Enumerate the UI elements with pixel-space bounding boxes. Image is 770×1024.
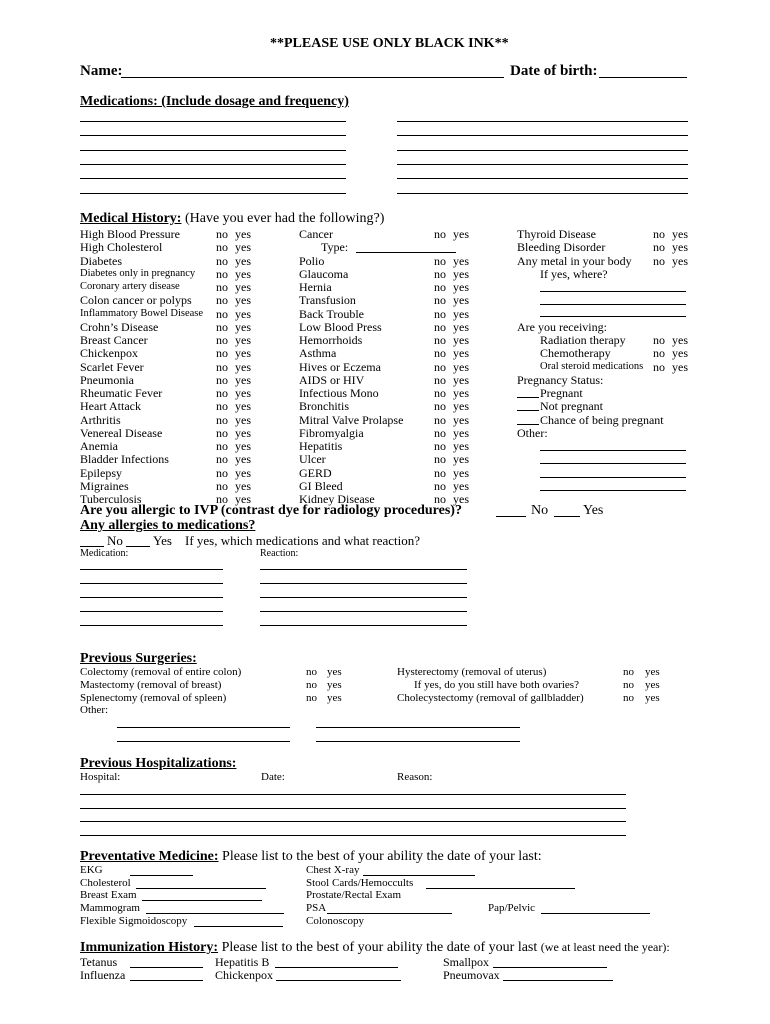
immunization-title [80, 940, 670, 956]
condition-label: Kidney Disease [299, 492, 375, 506]
receiving-item-label: Radiation therapy [540, 333, 626, 347]
no-option: no [216, 240, 228, 255]
preventative-date-field[interactable] [136, 888, 266, 889]
condition-label: Any metal in your body [517, 253, 632, 268]
surgery-other-line-2[interactable] [316, 727, 520, 728]
surgery-label: Splenectomy (removal of spleen) [80, 691, 227, 704]
yes-option: yes [235, 240, 251, 255]
yes-option: yes [235, 319, 251, 334]
condition-label: Crohn’s Disease [80, 319, 159, 334]
yes-option: yes [453, 333, 469, 347]
no-option: no [216, 372, 228, 387]
hospital-reason-label: Reason: [397, 771, 433, 783]
allergy-reaction-line[interactable] [260, 611, 467, 612]
yes-option: yes [235, 439, 251, 453]
ivp-yes-label: Yes [583, 503, 604, 518]
medical-history-title [80, 211, 384, 227]
no-option: no [216, 319, 228, 334]
no-option: no [216, 492, 228, 506]
no-option: no [653, 333, 665, 347]
surgery-label: Cholecystectomy (removal of gallbladder) [397, 691, 584, 704]
yes-option: yes [672, 333, 688, 347]
preventative-date-field[interactable] [130, 875, 193, 876]
medication-line-left[interactable] [80, 135, 346, 136]
condition-label: Chickenpox [80, 346, 138, 361]
no-option: no [216, 346, 228, 361]
ivp-yes-blank[interactable] [554, 516, 580, 517]
surgery-label: Colectomy (removal of entire colon) [80, 666, 242, 678]
immunization-note: (we at least need the year): [540, 940, 670, 954]
condition-label: Arthritis [80, 412, 121, 427]
no-option: no [434, 293, 446, 308]
yes-option: yes [645, 666, 660, 678]
no-option: no [216, 465, 228, 480]
yes-option: yes [453, 478, 469, 493]
if-yes-where-label: If yes, where? [540, 266, 608, 281]
no-option: no [434, 412, 446, 427]
pregnancy-option-label: Not pregnant [540, 399, 603, 414]
surgery-other-line-3[interactable] [117, 741, 290, 742]
allergy-medication-line[interactable] [80, 583, 223, 584]
no-option: no [216, 386, 228, 400]
no-option: no [216, 333, 228, 347]
immunization-heading: Immunization History: [80, 940, 219, 955]
surgery-label: Mastectomy (removal of breast) [80, 678, 222, 691]
preventative-item-label: Mammogram [80, 902, 140, 915]
preventative-item-label: Prostate/Rectal Exam [306, 889, 401, 902]
yes-option: yes [235, 372, 251, 387]
yes-option: yes [453, 399, 469, 414]
no-option: no [434, 319, 446, 334]
condition-label: Polio [299, 253, 325, 268]
medication-line-right[interactable] [397, 164, 688, 165]
condition-label: Hemorrhoids [299, 333, 363, 347]
ivp-no-blank[interactable] [496, 516, 526, 517]
preventative-item-label: EKG [80, 864, 103, 876]
allergy-reaction-line[interactable] [260, 569, 467, 570]
no-option: no [434, 386, 446, 400]
yes-option: yes [235, 465, 251, 480]
preventative-date-field[interactable] [541, 913, 650, 914]
condition-label: Ulcer [299, 452, 326, 467]
no-option: no [306, 691, 317, 704]
allergy-medication-line[interactable] [80, 597, 223, 598]
immunization-date-field[interactable] [275, 967, 398, 968]
condition-label: Inflammatory Bowel Disease [80, 307, 204, 319]
yes-option: yes [235, 399, 251, 414]
medication-line-right[interactable] [397, 135, 688, 136]
receiving-item-label: Oral steroid medications [540, 360, 644, 372]
hospital-label: Hospital: [80, 771, 121, 783]
condition-label: Colon cancer or polyps [80, 293, 192, 308]
immunization-label: Chickenpox [215, 968, 273, 982]
medication-line-left[interactable] [80, 150, 346, 151]
other-label: Other: [517, 425, 548, 440]
yes-option: yes [235, 346, 251, 361]
no-option: no [653, 253, 665, 268]
yes-option: yes [235, 492, 251, 506]
allergies-heading: Any allergies to medications? [80, 518, 256, 533]
immunization-label: Smallpox [443, 955, 490, 969]
cancer-type-label: Type: [321, 240, 349, 255]
condition-label: GI Bleed [299, 478, 343, 493]
no-option: no [653, 240, 665, 255]
preventative-item-label: Breast Exam [80, 889, 137, 902]
immunization-label: Influenza [80, 968, 126, 982]
no-option: no [653, 359, 665, 374]
yes-option: yes [672, 253, 688, 268]
metal-location-line[interactable] [540, 316, 686, 317]
no-option: no [434, 266, 446, 281]
surgery-label: Hysterectomy (removal of uterus) [397, 666, 547, 678]
pregnancy-option-label: Chance of being pregnant [540, 412, 664, 427]
condition-label: Back Trouble [299, 306, 365, 321]
condition-label: Tuberculosis [80, 492, 142, 506]
name-label: Name: [80, 63, 123, 79]
form-header: **PLEASE USE ONLY BLACK INK** [270, 36, 509, 51]
no-option: no [216, 425, 228, 440]
condition-label: Low Blood Press [299, 319, 382, 334]
pregnancy-option-label: Pregnant [540, 386, 583, 400]
pregnancy-blank[interactable] [517, 397, 539, 398]
yes-option: yes [453, 452, 469, 467]
condition-label: High Cholesterol [80, 240, 163, 255]
medication-line-left[interactable] [80, 193, 346, 194]
yes-option: yes [453, 227, 469, 241]
allergy-reaction-line[interactable] [260, 625, 467, 626]
medication-line-right[interactable] [397, 193, 688, 194]
surgery-other-line-1[interactable] [117, 727, 290, 728]
receiving-label: Are you receiving: [517, 319, 607, 334]
yes-option: yes [235, 266, 251, 281]
yes-option: yes [235, 452, 251, 467]
yes-option: yes [235, 478, 251, 493]
hospitalization-line[interactable] [80, 821, 626, 822]
medical-history-heading: Medical History: [80, 211, 182, 226]
ivp-no-label: No [531, 503, 549, 518]
no-option: no [434, 452, 446, 467]
other-line[interactable] [540, 477, 686, 478]
allergies-yes-blank[interactable] [126, 546, 150, 547]
yes-option: yes [672, 227, 688, 241]
immunization-label: Tetanus [80, 955, 118, 969]
yes-option: yes [327, 678, 342, 691]
hospitalizations-heading: Previous Hospitalizations: [80, 756, 237, 771]
condition-label: Bladder Infections [80, 452, 169, 467]
no-option: no [306, 678, 317, 691]
no-option: no [216, 412, 228, 427]
preventative-item-label: Chest X-ray [306, 864, 360, 876]
pregnancy-blank[interactable] [517, 424, 539, 425]
surgery-label: If yes, do you still have both ovaries? [414, 678, 579, 691]
no-option: no [623, 691, 634, 704]
yes-option: yes [453, 386, 469, 400]
yes-option: yes [235, 306, 251, 321]
medication-line-right[interactable] [397, 121, 688, 122]
other-line[interactable] [540, 463, 686, 464]
no-option: no [216, 452, 228, 467]
no-option: no [216, 227, 228, 241]
no-option: no [434, 280, 446, 294]
condition-label: Glaucoma [299, 266, 349, 281]
pregnancy-status-label: Pregnancy Status: [517, 372, 604, 387]
yes-option: yes [453, 372, 469, 387]
immunization-date-field[interactable] [130, 980, 203, 981]
yes-option: yes [235, 386, 251, 400]
no-option: no [653, 227, 665, 241]
preventative-item-label: Colonoscopy [306, 914, 365, 927]
no-option: no [216, 439, 228, 453]
condition-label: Bronchitis [299, 399, 349, 414]
allergies-question: If yes, which medications and what reaction? [185, 533, 420, 548]
yes-option: yes [453, 425, 469, 440]
no-option: no [434, 306, 446, 321]
metal-location-line[interactable] [540, 304, 686, 305]
condition-label: Venereal Disease [80, 425, 163, 440]
yes-option: yes [453, 346, 469, 361]
immunization-date-field[interactable] [130, 967, 203, 968]
yes-option: yes [672, 346, 688, 361]
condition-label: Diabetes [80, 253, 122, 268]
no-option: no [216, 478, 228, 493]
medication-line-right[interactable] [397, 150, 688, 151]
allergy-medication-line[interactable] [80, 625, 223, 626]
no-option: no [216, 293, 228, 308]
yes-option: yes [645, 678, 660, 691]
immunization-label: Hepatitis B [215, 955, 270, 969]
hospitalization-line[interactable] [80, 794, 626, 795]
ivp-question: Are you allergic to IVP (contrast dye for radiology procedures)? [80, 503, 462, 518]
no-option: no [216, 306, 228, 321]
yes-option: yes [327, 691, 342, 704]
other-line[interactable] [540, 490, 686, 491]
allergies-no-label: No [107, 533, 123, 548]
no-option: no [434, 253, 446, 268]
dob-field[interactable] [599, 77, 687, 78]
medication-line-left[interactable] [80, 178, 346, 179]
preventative-title [80, 849, 542, 865]
condition-label: Heart Attack [80, 399, 141, 414]
allergies-no-blank[interactable] [80, 546, 104, 547]
yes-option: yes [235, 280, 251, 294]
yes-option: yes [672, 359, 688, 374]
condition-label: Infectious Mono [299, 386, 379, 400]
condition-label: Breast Cancer [80, 333, 148, 347]
no-option: no [434, 333, 446, 347]
condition-label: Rheumatic Fever [80, 386, 163, 400]
preventative-date-field[interactable] [426, 888, 575, 889]
allergy-reaction-line[interactable] [260, 583, 467, 584]
yes-option: yes [453, 359, 469, 374]
yes-option: yes [453, 253, 469, 268]
preventative-item-label: Cholesterol [80, 876, 131, 889]
no-option: no [623, 666, 634, 678]
preventative-date-field[interactable] [194, 926, 283, 927]
yes-option: yes [235, 425, 251, 440]
yes-option: yes [235, 293, 251, 308]
medication-line-left[interactable] [80, 121, 346, 122]
condition-label: Diabetes only in pregnancy [80, 267, 196, 279]
no-option: no [216, 399, 228, 414]
surgery-other-line-4[interactable] [316, 741, 520, 742]
yes-option: yes [645, 691, 660, 704]
condition-label: Anemia [80, 439, 118, 453]
pregnancy-blank[interactable] [517, 410, 539, 411]
condition-label: Asthma [299, 346, 337, 361]
name-field[interactable] [121, 77, 504, 78]
yes-option: yes [453, 439, 469, 453]
condition-label: Thyroid Disease [517, 227, 596, 241]
no-option: no [434, 439, 446, 453]
immunization-instruction: Please list to the best of your ability the date of your last [221, 940, 538, 955]
yes-option: yes [453, 306, 469, 321]
preventative-date-field[interactable] [142, 900, 262, 901]
immunization-label: Pneumovax [443, 968, 500, 982]
condition-label: Hives or Eczema [299, 359, 381, 374]
no-option: no [306, 666, 317, 678]
condition-label: Mitral Valve Prolapse [299, 412, 404, 427]
condition-label: Coronary artery disease [80, 281, 180, 292]
medication-line-left[interactable] [80, 164, 346, 165]
receiving-item-label: Chemotherapy [540, 346, 611, 361]
condition-label: Cancer [299, 227, 333, 241]
preventative-instruction: Please list to the best of your ability the date of your last: [222, 849, 542, 864]
yes-option: yes [235, 227, 251, 241]
dob-label: Date of birth: [510, 63, 598, 79]
condition-label: Hernia [299, 280, 332, 294]
hospitalization-line[interactable] [80, 835, 626, 836]
allergy-medication-line[interactable] [80, 611, 223, 612]
preventative-item-label: Stool Cards/Hemoccults [306, 876, 414, 889]
condition-label: Migraines [80, 478, 129, 493]
allergies-yes-label: Yes [153, 533, 172, 548]
preventative-heading: Preventative Medicine: [80, 849, 219, 864]
yes-option: yes [235, 412, 251, 427]
yes-option: yes [453, 266, 469, 281]
reaction-column-label: Reaction: [260, 548, 299, 559]
no-option: no [653, 346, 665, 361]
yes-option: yes [453, 492, 469, 506]
no-option: no [623, 678, 634, 691]
no-option: no [216, 359, 228, 374]
yes-option: yes [235, 359, 251, 374]
yes-option: yes [453, 465, 469, 480]
yes-option: yes [453, 412, 469, 427]
yes-option: yes [235, 253, 251, 268]
hospitalization-line[interactable] [80, 808, 626, 809]
immunization-date-field[interactable] [503, 980, 613, 981]
hospital-date-label: Date: [261, 771, 285, 783]
condition-label: Epilepsy [80, 465, 122, 480]
yes-option: yes [235, 333, 251, 347]
no-option: no [434, 478, 446, 493]
no-option: no [434, 399, 446, 414]
yes-option: yes [672, 240, 688, 255]
condition-label: AIDS or HIV [299, 372, 365, 387]
condition-label: Transfusion [299, 293, 356, 308]
condition-label: Pneumonia [80, 372, 134, 387]
condition-label: Hepatitis [299, 439, 343, 453]
allergy-medication-line[interactable] [80, 569, 223, 570]
preventative-item-label: Pap/Pelvic [488, 902, 536, 915]
condition-label: High Blood Pressure [80, 227, 180, 241]
no-option: no [216, 266, 228, 281]
no-option: no [434, 359, 446, 374]
yes-option: yes [453, 293, 469, 308]
no-option: no [216, 253, 228, 268]
medical-history-subheading: (Have you ever had the following?) [184, 211, 385, 226]
allergy-reaction-line[interactable] [260, 597, 467, 598]
medication-line-right[interactable] [397, 178, 688, 179]
metal-location-line[interactable] [540, 291, 686, 292]
condition-label: Bleeding Disorder [517, 240, 606, 255]
condition-label: GERD [299, 465, 332, 480]
yes-option: yes [327, 666, 342, 678]
surgeries-other-label: Other: [80, 704, 109, 716]
preventative-item-label: PSA [306, 902, 327, 915]
no-option: no [434, 425, 446, 440]
no-option: no [434, 346, 446, 361]
no-option: no [434, 372, 446, 387]
other-line[interactable] [540, 450, 686, 451]
medication-column-label: Medication: [80, 548, 129, 559]
yes-option: yes [453, 319, 469, 334]
condition-label: Fibromyalgia [299, 425, 364, 440]
surgeries-heading: Previous Surgeries: [80, 651, 197, 666]
immunization-date-field[interactable] [493, 967, 607, 968]
yes-option: yes [453, 280, 469, 294]
condition-label: Scarlet Fever [80, 359, 144, 374]
medications-heading: Medications: (Include dosage and frequency) [80, 94, 349, 109]
no-option: no [434, 492, 446, 506]
immunization-date-field[interactable] [276, 980, 401, 981]
no-option: no [216, 280, 228, 294]
preventative-item-label: Flexible Sigmoidoscopy [80, 914, 188, 927]
no-option: no [434, 465, 446, 480]
no-option: no [434, 227, 446, 241]
